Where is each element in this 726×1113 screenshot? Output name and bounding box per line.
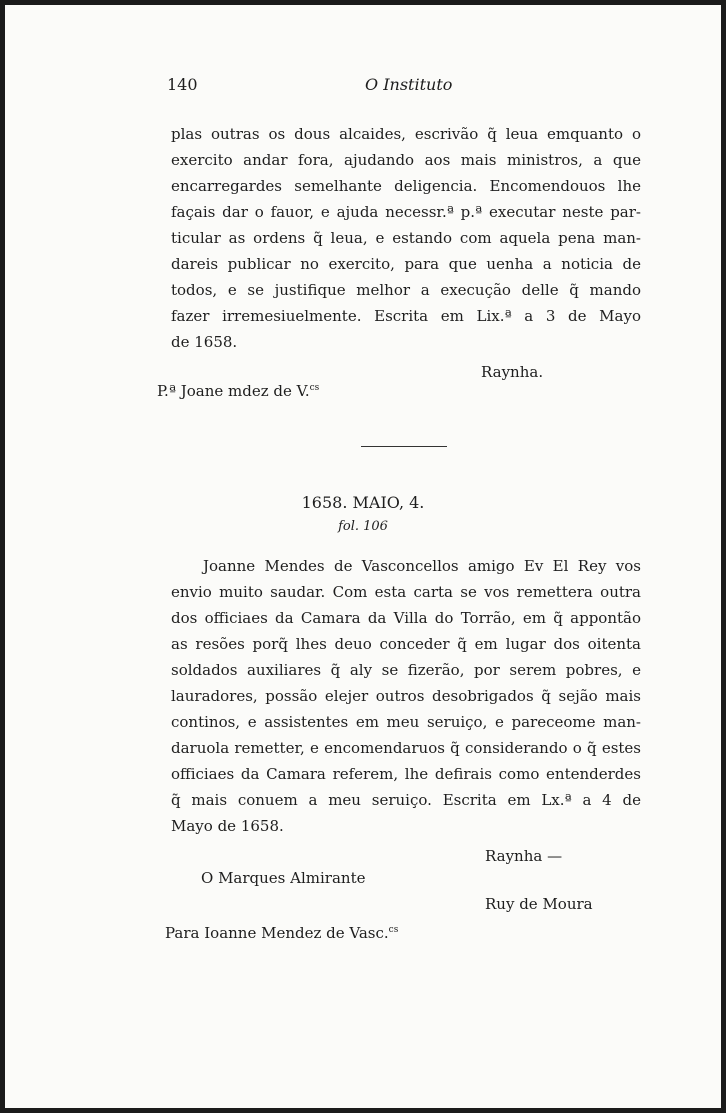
running-title: O Instituto [365, 75, 453, 94]
text-line: continos, e assistentes em meu seruiço, e pareceome man- [171, 713, 641, 731]
countersign-marques: O Marques Almirante [201, 869, 366, 887]
signer-abbrev: cs [309, 383, 320, 393]
signature-raynha: Raynha — [485, 847, 563, 865]
signature-ruy-de-moura: Ruy de Moura [485, 895, 593, 913]
text-line: lauradores, possão elejer outros desobrigados q̃ sejão mais [171, 687, 641, 705]
text-line: todos, e se justifique melhor a execução delle q̃ mando [171, 281, 641, 299]
text-line: soldados auxiliares q̃ aly se fizerão, por serem pobres, e [171, 661, 641, 679]
text-line: ticular as ordens q̃ leua, e estando com aquela pena man- [171, 229, 641, 247]
text-line: exercito andar fora, ajudando aos mais ministros, a que [171, 151, 641, 169]
text-line: façais dar o fauor, e ajuda necessr.ª p.ª executar neste par- [171, 203, 641, 221]
text-line: de 1658. [171, 333, 238, 351]
address-abbrev: cs [388, 925, 399, 935]
text-line: officiaes da Camara referem, lhe defirais como entenderdes [171, 765, 641, 783]
text-line: dos officiaes da Camara da Villa do Torrão, em q̃ appontão [171, 609, 641, 627]
book-page [5, 5, 721, 1108]
address-text: Para Ioanne Mendez de Vasc. [165, 924, 389, 942]
folio-reference: fol. 106 [338, 519, 388, 534]
text-line: Mayo de 1658. [171, 817, 284, 835]
section-divider [361, 446, 447, 447]
signer-line [157, 375, 319, 404]
text-line: dareis publicar no exercito, para que uenha a noticia de [171, 255, 641, 273]
page-number: 140 [167, 75, 198, 94]
text-line: as resões porq̃ lhes deuo conceder q̃ em lugar dos oitenta [171, 635, 641, 653]
text-line: Joanne Mendes de Vasconcellos amigo Ev El Rey vos [203, 557, 641, 575]
text-line: plas outras os dous alcaides, escrivão q̃ leua emquanto o [171, 125, 641, 143]
text-line: fazer irremesiuelmente. Escrita em Lix.ª a 3 de Mayo [171, 307, 641, 325]
letter-date: 1658. MAIO, 4. [301, 493, 425, 512]
address-line [165, 917, 398, 946]
text-line: envio muito saudar. Com esta carta se vos remettera outra [171, 583, 641, 601]
signature-raynha: Raynha. [481, 363, 544, 381]
signer-name: P.ª Joane mdez de V. [157, 382, 310, 400]
text-line: q̃ mais conuem a meu seruiço. Escrita em Lx.ª a 4 de [171, 791, 641, 809]
text-line: daruola remetter, e encomendaruos q̃ considerando o q̃ estes [171, 739, 641, 757]
text-line: encarregardes semelhante deligencia. Encomendouos lhe [171, 177, 641, 195]
